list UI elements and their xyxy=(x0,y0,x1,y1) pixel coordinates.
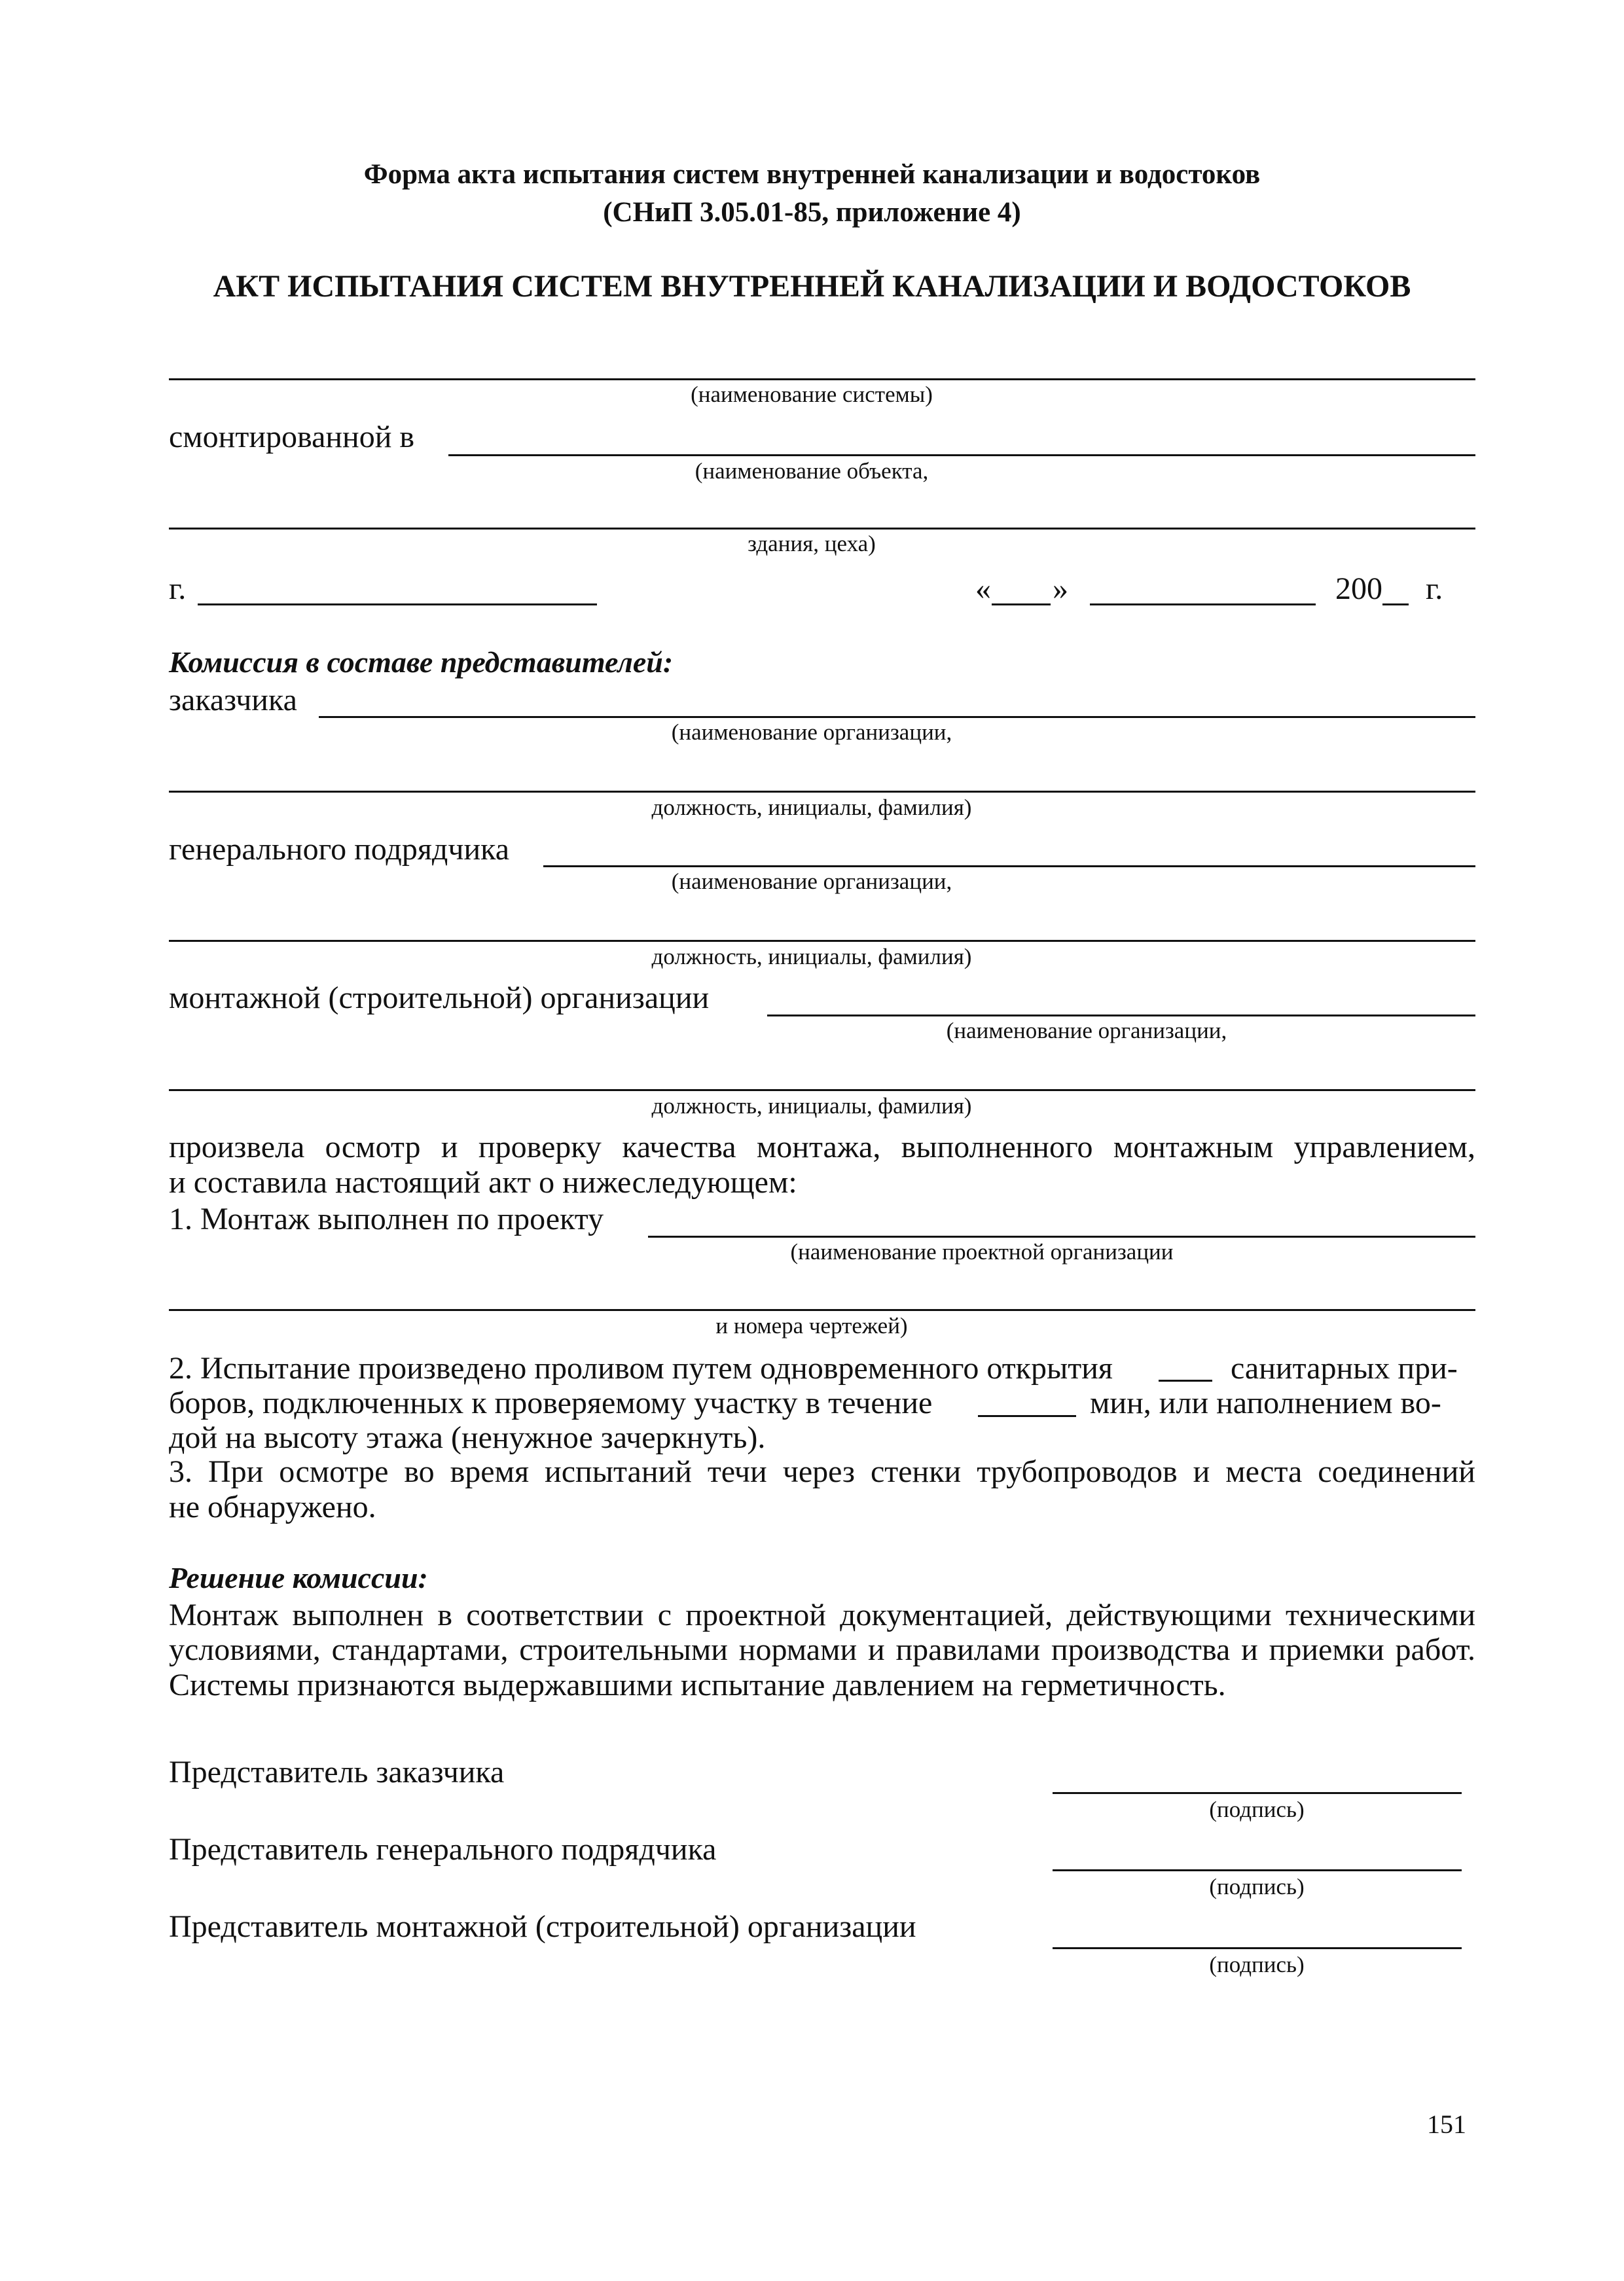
year-field[interactable] xyxy=(1382,603,1409,605)
object-name-field[interactable] xyxy=(448,454,1475,456)
item2-line2-part1: боров, подключенных к проверяемому участку в течение xyxy=(169,1386,933,1420)
installer-org-caption: (наименование организации, xyxy=(946,1018,1227,1043)
signature-caption-general-contractor: (подпись) xyxy=(1209,1874,1305,1899)
general-contractor-org-caption: (наименование организации, xyxy=(671,869,952,894)
act-title: АКТ ИСПЫТАНИЯ СИСТЕМ ВНУТРЕННЕЙ КАНАЛИЗАЦИИ И ВОДОСТОКОВ xyxy=(213,269,1411,304)
date-quote-close: » xyxy=(1053,571,1068,606)
object-caption-1: (наименование объекта, xyxy=(695,458,929,484)
general-contractor-label: генерального подрядчика xyxy=(169,832,510,867)
project-org-field[interactable] xyxy=(648,1236,1475,1238)
year-suffix: г. xyxy=(1426,571,1443,606)
customer-label: заказчика xyxy=(169,683,297,717)
intro-line-2: и составила настоящий акт о нижеследующем: xyxy=(169,1165,797,1200)
fixtures-count-field[interactable] xyxy=(1159,1380,1212,1382)
item3-line1: 3. При осмотре во время испытаний течи через стенки трубопроводов и места соединений xyxy=(169,1454,1475,1489)
item2-line2-part2: мин, или наполнением во- xyxy=(1090,1386,1441,1420)
day-field[interactable] xyxy=(992,603,1051,605)
signature-caption-customer: (подпись) xyxy=(1209,1797,1305,1822)
year-prefix: 200 xyxy=(1335,571,1382,606)
object-caption-2: здания, цеха) xyxy=(748,531,876,556)
signature-label-installer: Представитель монтажной (строительной) организации xyxy=(169,1909,916,1944)
city-label: г. xyxy=(169,571,187,606)
signature-line-customer[interactable] xyxy=(1053,1792,1462,1794)
customer-person-caption: должность, инициалы, фамилия) xyxy=(651,795,972,820)
item1-label: 1. Монтаж выполнен по проекту xyxy=(169,1202,604,1236)
decision-line-3: Системы признаются выдержавшими испытание давлением на герметичность. xyxy=(169,1668,1226,1702)
system-caption: (наименование системы) xyxy=(691,382,933,407)
object-name-field-2[interactable] xyxy=(169,528,1475,530)
signature-line-general-contractor[interactable] xyxy=(1053,1869,1462,1871)
page-number: 151 xyxy=(1427,2110,1466,2139)
customer-org-field[interactable] xyxy=(319,716,1475,718)
form-title-line2: (СНиП 3.05.01-85, приложение 4) xyxy=(603,197,1021,228)
general-contractor-org-field[interactable] xyxy=(543,865,1475,867)
item2-line1-part1: 2. Испытание произведено проливом путем одновременного открытия xyxy=(169,1351,1113,1386)
item3-line2: не обнаружено. xyxy=(169,1490,376,1524)
decision-line-1: Монтаж выполнен в соответствии с проектной документацией, действующими техническими xyxy=(169,1598,1475,1632)
date-quote-open: « xyxy=(975,571,991,606)
drawings-field[interactable] xyxy=(169,1309,1475,1311)
installer-label: монтажной (строительной) организации xyxy=(169,980,710,1015)
decision-heading: Решение комиссии: xyxy=(169,1561,428,1594)
installer-org-field[interactable] xyxy=(767,1015,1475,1016)
item2-line1-part2: санитарных при- xyxy=(1231,1351,1458,1386)
form-title-line1: Форма акта испытания систем внутренней канализации и водостоков xyxy=(363,159,1261,190)
general-contractor-person-field[interactable] xyxy=(169,940,1475,942)
customer-person-field[interactable] xyxy=(169,791,1475,793)
intro-line-1: произвела осмотр и проверку качества монтажа, выполненного монтажным управлением, xyxy=(169,1130,1475,1164)
duration-field[interactable] xyxy=(978,1415,1076,1417)
signature-line-installer[interactable] xyxy=(1053,1947,1462,1949)
signature-label-general-contractor: Представитель генерального подрядчика xyxy=(169,1832,717,1867)
customer-org-caption: (наименование организации, xyxy=(671,719,952,745)
mounted-label: смонтированной в xyxy=(169,420,415,454)
installer-person-caption: должность, инициалы, фамилия) xyxy=(651,1093,972,1119)
installer-person-field[interactable] xyxy=(169,1089,1475,1091)
signature-caption-installer: (подпись) xyxy=(1209,1952,1305,1977)
general-contractor-person-caption: должность, инициалы, фамилия) xyxy=(651,944,972,969)
commission-heading: Комиссия в составе представителей: xyxy=(169,645,674,679)
signature-label-customer: Представитель заказчика xyxy=(169,1755,505,1789)
month-field[interactable] xyxy=(1090,603,1316,605)
drawings-caption: и номера чертежей) xyxy=(715,1313,908,1338)
item2-line3: дой на высоту этажа (ненужное зачеркнуть). xyxy=(169,1420,766,1455)
city-field[interactable] xyxy=(198,603,597,605)
project-org-caption: (наименование проектной организации xyxy=(790,1239,1174,1265)
decision-line-2: условиями, стандартами, строительными нормами и правилами производства и приемки работ. xyxy=(169,1632,1475,1667)
system-name-field[interactable] xyxy=(169,378,1475,380)
